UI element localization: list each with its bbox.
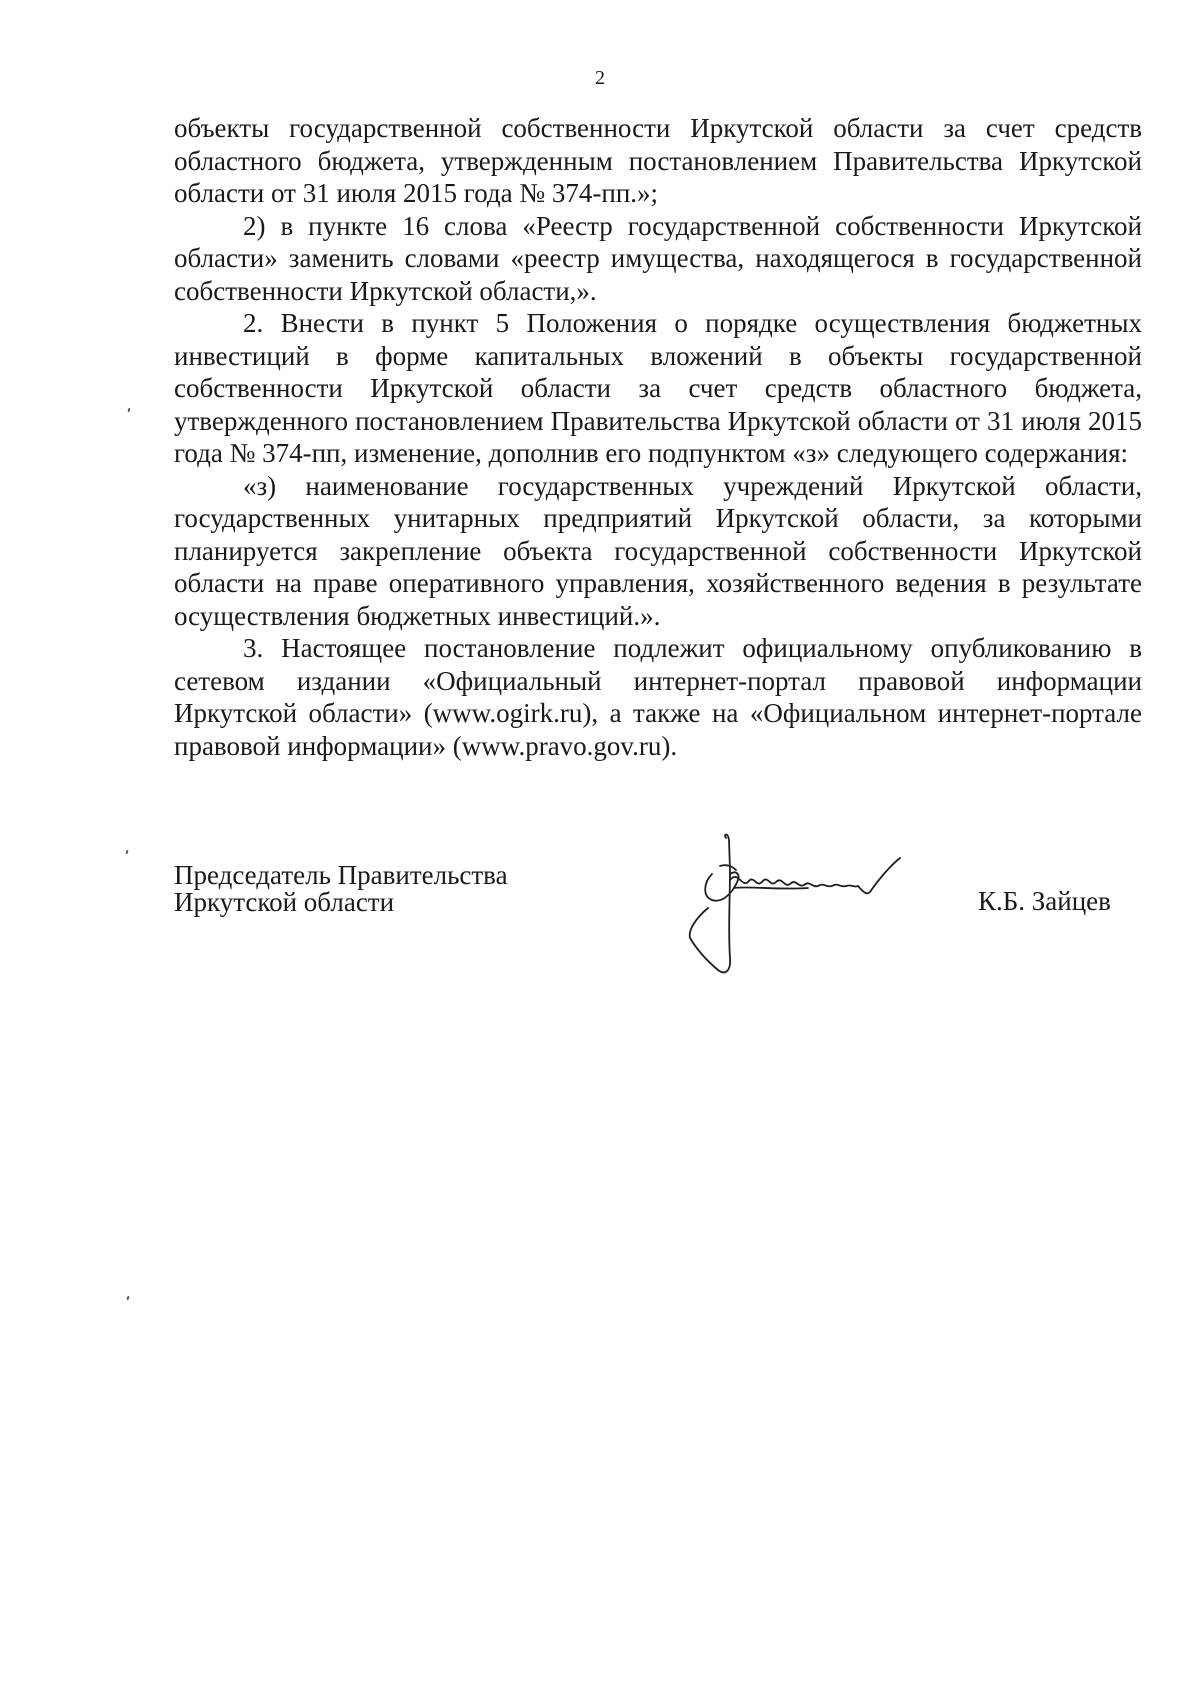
scan-speck-mark bbox=[127, 408, 130, 412]
signatory-name: К.Б. Зайцев bbox=[978, 886, 1111, 916]
scan-speck-mark bbox=[125, 850, 128, 854]
paragraph-subitem-z: «з) наименование государственных учреждений Иркутской области, государственных унитарных предприятий Иркутской области, за которыми планируется закрепление объекта государственной собственности Иркутской области на праве оперативного управления, хозяйственного ведения в результате осуществления бюджетных инвестиций.». bbox=[174, 470, 1142, 631]
signatory-position-line-2: Иркутской области bbox=[174, 887, 395, 917]
paragraph-item-2: 2) в пункте 16 слова «Реестр государственной собственности Иркутской области» заменить словами «реестр имущества, находящегося в государственной собственности Иркутской области,». bbox=[174, 210, 1142, 306]
scan-speck-mark bbox=[126, 1296, 129, 1300]
paragraph-point-3: 3. Настоящее постановление подлежит официальному опубликованию в сетевом издании «Официальный интернет-портал правовой информации Иркутской области» (www.ogirk.ru), а также на «Официальном интернет-портале правовой информации» (www.pravo.gov.ru). bbox=[174, 633, 1142, 761]
signatory-position-line-1: Председатель Правительства bbox=[174, 860, 508, 890]
page-number: 2 bbox=[595, 67, 605, 89]
document-body bbox=[174, 112, 1142, 762]
signatory-position bbox=[174, 862, 508, 916]
paragraph-point-2: 2. Внести в пункт 5 Положения о порядке осуществления бюджетных инвестиций в форме капитальных вложений в объекты государственной собственности Иркутской области за счет средств областного бюджета, утвержденного постановлением Правительства Иркутской области от 31 июля 2015 года № 374-пп, изменение, дополнив его подпунктом «з» следующего содержания: bbox=[174, 308, 1142, 468]
paragraph-continuation: объекты государственной собственности Иркутской области за счет средств областного бюджета, утвержденным постановлением Правительства Иркутской области от 31 июля 2015 года № 374-пп.»; bbox=[174, 113, 1142, 208]
handwritten-signature-icon bbox=[668, 830, 928, 980]
